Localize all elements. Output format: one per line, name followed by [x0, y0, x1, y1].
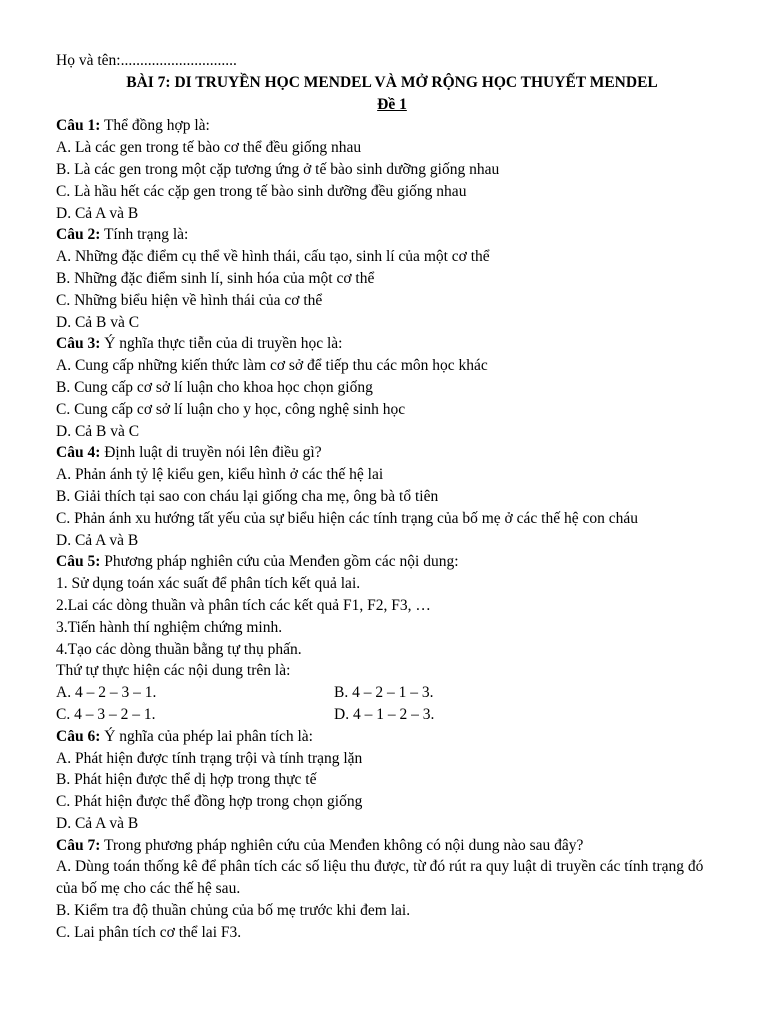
- exam-label-wrap: [56, 94, 728, 116]
- option: B. Kiểm tra độ thuần chủng của bố mẹ trước khi đem lai.: [56, 902, 411, 920]
- option: C. Lai phân tích cơ thể lai F3.: [56, 923, 242, 941]
- option-row: [56, 704, 716, 726]
- option: B. Là các gen trong một cặp tương ứng ở tế bào sinh dưỡng giống nhau: [56, 160, 500, 178]
- question-label: Câu 1:: [56, 117, 101, 135]
- option: A. Cung cấp những kiến thức làm cơ sở để tiếp thu các môn học khác: [56, 357, 488, 375]
- question-label: Câu 7:: [56, 836, 101, 854]
- option: D. Cả A và B: [56, 204, 139, 222]
- option: A. Phát hiện được tính trạng trội và tính trạng lặn: [56, 749, 363, 767]
- question-label: Câu 2:: [56, 226, 101, 244]
- option: C. Là hầu hết các cặp gen trong tế bào sinh dưỡng đều giống nhau: [56, 182, 467, 200]
- question-label: Câu 5:: [56, 553, 101, 571]
- question-prompt: Thứ tự thực hiện các nội dung trên là:: [56, 662, 291, 680]
- question-label: Câu 3:: [56, 335, 101, 353]
- question-text: Ý nghĩa thực tiễn của di truyền học là:: [100, 335, 343, 353]
- option: C. Phát hiện được thể đồng hợp trong chọn giống: [56, 793, 363, 811]
- option: A. Là các gen trong tế bào cơ thể đều giống nhau: [56, 139, 362, 157]
- question-text: Ý nghĩa của phép lai phân tích là:: [100, 727, 313, 745]
- option: D. Cả A và B: [56, 814, 139, 832]
- question-2: [56, 224, 716, 246]
- question-text: Trong phương pháp nghiên cứu của Menđen không có nội dung nào sau đây?: [100, 836, 584, 854]
- option: A. 4 – 2 – 3 – 1.: [56, 684, 157, 702]
- option: D. Cả B và C: [56, 313, 140, 331]
- question-text: Phương pháp nghiên cứu của Menđen gồm các nội dung:: [100, 553, 459, 571]
- question-text: Tính trạng là:: [100, 226, 189, 244]
- step: 3.Tiến hành thí nghiệm chứng minh.: [56, 618, 283, 636]
- question-text: Thể đồng hợp là:: [100, 117, 210, 135]
- option-row: [56, 682, 716, 704]
- question-label: Câu 4:: [56, 444, 101, 462]
- option: D. Cả A và B: [56, 531, 139, 549]
- option: C. Những biểu hiện về hình thái của cơ thể: [56, 291, 323, 309]
- option: B. Giải thích tại sao con cháu lại giống cha mẹ, ông bà tổ tiên: [56, 487, 439, 505]
- step: 1. Sử dụng toán xác suất để phân tích kết quả lai.: [56, 575, 361, 593]
- question-3: [56, 333, 716, 355]
- question-1: [56, 115, 716, 137]
- option: B. 4 – 2 – 1 – 3.: [334, 684, 434, 702]
- exam-label: Đề 1: [377, 95, 407, 113]
- option: C. 4 – 3 – 2 – 1.: [56, 705, 156, 723]
- document-page: [56, 50, 716, 944]
- option: A. Phản ánh tỷ lệ kiểu gen, kiểu hình ở các thế hệ lai: [56, 466, 384, 484]
- document-title: BÀI 7: DI TRUYỀN HỌC MENDEL VÀ MỞ RỘNG HỌC THUYẾT MENDEL: [126, 73, 658, 91]
- option: D. Cả B và C: [56, 422, 140, 440]
- question-4: [56, 442, 716, 464]
- option: C. Phản ánh xu hướng tất yếu của sự biểu hiện các tính trạng của bố mẹ ở các thế hệ con cháu: [56, 509, 638, 527]
- question-text: Định luật di truyền nói lên điều gì?: [100, 444, 322, 462]
- question-7: [56, 835, 716, 857]
- question-5: [56, 551, 716, 573]
- question-label: Câu 6:: [56, 727, 101, 745]
- option: D. 4 – 1 – 2 – 3.: [334, 705, 435, 723]
- question-6: [56, 726, 716, 748]
- option: B. Phát hiện được thể dị hợp trong thực tế: [56, 771, 317, 789]
- step: 4.Tạo các dòng thuần bằng tự thụ phấn.: [56, 640, 302, 658]
- option: A. Dùng toán thống kê để phân tích các số liệu thu được, từ đó rút ra quy luật di truyền các tính trạng đó của bố mẹ cho các thế hệ sau.: [56, 858, 704, 898]
- option: B. Cung cấp cơ sở lí luận cho khoa học chọn giống: [56, 378, 373, 396]
- option: C. Cung cấp cơ sở lí luận cho y học, công nghệ sinh học: [56, 400, 406, 418]
- option: A. Những đặc điểm cụ thể về hình thái, cấu tạo, sinh lí của một cơ thể: [56, 248, 490, 266]
- step: 2.Lai các dòng thuần và phân tích các kết quả F1, F2, F3, …: [56, 596, 431, 614]
- option: B. Những đặc điểm sinh lí, sinh hóa của một cơ thể: [56, 269, 375, 287]
- name-line: Họ và tên:..............................: [56, 52, 237, 69]
